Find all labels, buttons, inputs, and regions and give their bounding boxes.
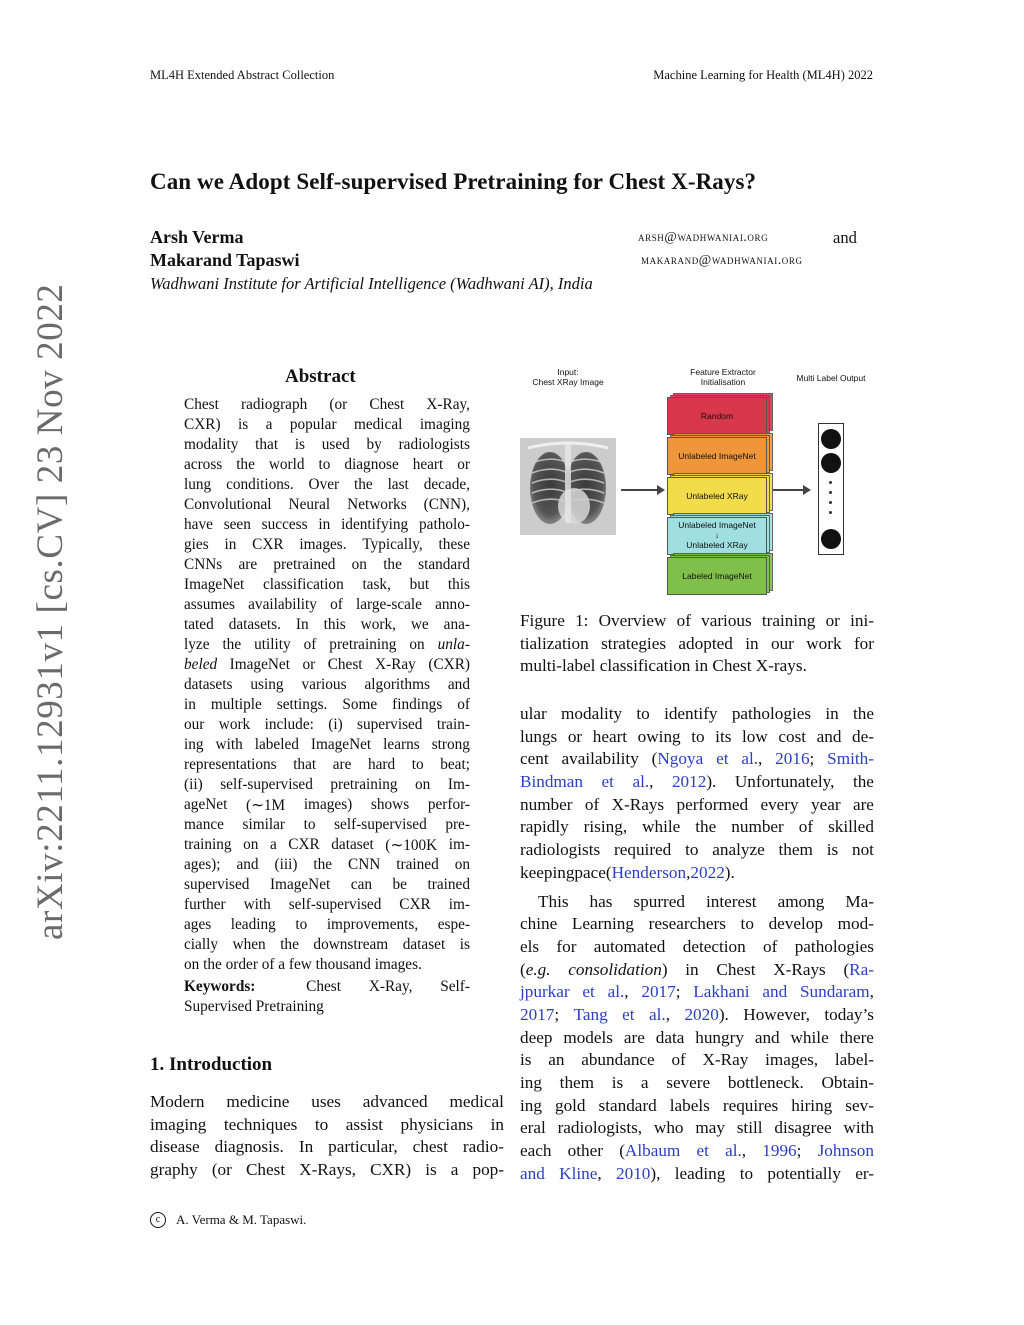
text-line: training on a CXR dataset (∼100K im-: [184, 836, 470, 854]
text-line: supervised ImageNet can be trained: [184, 876, 470, 893]
text-line: multi-label classification in Chest X-rays.: [520, 656, 807, 676]
text-line: eral radiologists, who may still disagree with: [520, 1118, 874, 1138]
text-line: in multiple settings. Some findings of: [184, 696, 470, 713]
arxiv-stamp: arXiv:2211.12931v1 [cs.CV] 23 Nov 2022: [30, 283, 71, 940]
citation-link[interactable]: al.: [725, 1141, 742, 1161]
citation-link[interactable]: and: [762, 982, 788, 1002]
citation-link[interactable]: Johnson: [817, 1141, 874, 1161]
citation-link[interactable]: 2017: [641, 982, 676, 1002]
text-line: ular modality to identify pathologies in the: [520, 704, 874, 723]
text-line: graphy (or Chest X-Rays, CXR) is a pop-: [150, 1160, 504, 1180]
section-heading-introduction: 1. Introduction: [150, 1054, 273, 1075]
text-line: lungs or heart owing to its low cost and de-: [520, 726, 874, 746]
text-line: Bindman et al., 2012). Unfortunately, the: [520, 772, 874, 792]
citation-link[interactable]: Tang: [573, 1004, 608, 1024]
citation-link[interactable]: et: [622, 1004, 635, 1024]
citation-link[interactable]: Albaum: [624, 1141, 681, 1161]
citation-link[interactable]: al.: [607, 982, 625, 1002]
abstract-heading: Abstract: [285, 366, 356, 387]
figure-input-label: Input: Chest XRay Image: [532, 367, 604, 387]
init-card-label: Unlabeled ImageNet ↓ Unlabeled XRay: [678, 520, 756, 550]
text-line: (ii) self-supervised pretraining on Im-: [184, 776, 470, 793]
citation-link[interactable]: Smith-: [827, 749, 874, 769]
text-line: tated datasets. In this work, we ana-: [184, 616, 470, 633]
figure-1: [520, 360, 874, 581]
keywords-line-2: Supervised Pretraining: [184, 998, 324, 1015]
init-card: [667, 437, 767, 475]
text-line: tialization strategies adopted in our work for: [520, 633, 874, 653]
text-line: ing gold standard labels requires hiring sev-: [520, 1095, 874, 1115]
footer-authors: A. Verma & M. Tapaswi.: [176, 1212, 307, 1227]
citation-link[interactable]: 2012: [671, 772, 707, 792]
figure-feature-extractor-label: Feature Extractor Initialisation: [690, 367, 756, 387]
figure-caption: [520, 611, 874, 679]
abstract-body: [184, 396, 470, 976]
text-line: Modern medicine uses advanced medical: [150, 1092, 504, 1111]
text-line: 2017; Tang et al., 2020). However, today’s: [520, 1004, 874, 1024]
text-line: lung conditions. Over the last decade,: [184, 476, 470, 493]
output-node: [821, 453, 841, 473]
citation-link[interactable]: 2022: [690, 862, 725, 882]
citation-link[interactable]: and: [520, 1163, 545, 1183]
text-line: radiologists required to analyze them is not: [520, 840, 874, 860]
text-line: datasets using various algorithms and: [184, 676, 470, 693]
text-line: mance similar to self-supervised pre-: [184, 816, 470, 833]
keywords-line-1: Chest X-Ray, Self-: [306, 978, 470, 995]
init-card-label: Labeled ImageNet: [682, 571, 752, 581]
citation-link[interactable]: al.: [741, 749, 759, 769]
text-line: jpurkar et al., 2017; Lakhani and Sundaram,: [520, 982, 874, 1002]
text-line: disease diagnosis. In particular, chest radio-: [150, 1137, 504, 1157]
citation-link[interactable]: 2010: [616, 1163, 651, 1183]
citation-link[interactable]: et: [601, 772, 614, 792]
citation-link[interactable]: Bindman: [520, 772, 584, 792]
citation-link[interactable]: Lakhani: [693, 982, 750, 1002]
text-line: ing with labeled ImageNet learns strong: [184, 736, 470, 753]
text-line: imaging techniques to assist physicians in: [150, 1114, 504, 1134]
footer: [150, 1212, 306, 1228]
citation-link[interactable]: al.: [632, 772, 650, 792]
text-line: keeping pace (Henderson, 2022).: [520, 862, 735, 882]
citation-link[interactable]: al.: [649, 1004, 666, 1024]
citation-link[interactable]: Henderson: [611, 862, 687, 882]
text-line: our work include: (i) supervised train-: [184, 716, 470, 733]
copyright-icon: c: [150, 1212, 166, 1228]
citation-link[interactable]: et: [696, 1141, 709, 1161]
init-card: [667, 557, 767, 595]
text-line: lyze the utility of pretraining on unla-: [184, 636, 470, 653]
text-line: is an abundance of X-Ray images, label-: [520, 1050, 874, 1070]
citation-link[interactable]: Kline: [559, 1163, 598, 1183]
citation-link[interactable]: jpurkar: [520, 982, 570, 1002]
text-line: CXR) is a popular medical imaging: [184, 416, 470, 433]
paper-title: Can we Adopt Self-supervised Pretraining for Chest X-Rays?: [150, 169, 757, 194]
text-line: cially when the downstream dataset is: [184, 936, 470, 953]
init-card: [667, 517, 767, 555]
text-line: rapidly rising, while the number of skilled: [520, 817, 874, 837]
author-conjunction: and: [833, 228, 857, 247]
running-header-left: ML4H Extended Abstract Collection: [150, 68, 335, 82]
text-line: further with self-supervised CXR im-: [184, 896, 470, 913]
citation-link[interactable]: 2020: [684, 1004, 719, 1024]
author-name-1: Arsh Verma: [150, 227, 244, 247]
keywords: [184, 978, 470, 1016]
init-card-label: Unlabeled ImageNet: [678, 451, 756, 461]
author-name-2: Makarand Tapaswi: [150, 250, 300, 270]
intro-paragraph: [150, 1092, 504, 1183]
text-line: chine Learning researchers to develop mod-: [520, 914, 874, 934]
init-card-label: Unlabeled XRay: [686, 491, 748, 501]
ellipsis-dot: [829, 501, 832, 504]
keywords-label: Keywords:: [184, 978, 256, 995]
init-card: [667, 477, 767, 515]
text-line: CNNs are pretrained on the standard: [184, 556, 470, 573]
author-email-1[interactable]: arsh@wadhwaniai.org: [638, 229, 769, 244]
text-line: modality that is used by radiologists: [184, 436, 470, 453]
right-column-body: [520, 704, 874, 1186]
text-line: cent availability (Ngoya et al., 2016; Smith-: [520, 749, 874, 769]
init-card-label: Random: [700, 411, 734, 421]
arrow-right-icon: [621, 484, 665, 496]
text-line: ing them is a severe bottleneck. Obtain-: [520, 1073, 874, 1092]
text-line: each other (Albaum et al., 1996; Johnson: [520, 1141, 874, 1161]
text-line: els for automated detection of pathologies: [520, 936, 874, 956]
text-line: and Kline, 2010), leading to potentially er-: [520, 1163, 874, 1183]
text-line: assumes availability of large-scale anno-: [184, 596, 470, 613]
citation-link[interactable]: 1996: [762, 1141, 797, 1161]
citation-link[interactable]: 2016: [775, 749, 810, 769]
text-line: gies in CXR images. Typically, these: [184, 536, 470, 553]
text-line: have seen success in identifying patholo-: [184, 516, 470, 533]
text-line: representations that are hard to beat;: [184, 756, 470, 773]
text-line: Convolutional Neural Networks (CNN),: [184, 496, 470, 513]
text-line: ageNet (∼1M images) shows perfor-: [184, 796, 470, 814]
text-line: (e.g. consolidation) in Chest X-Rays (Ra-: [520, 959, 874, 979]
text-line: on the order of a few thousand images.: [184, 956, 422, 973]
arrow-right-icon: [773, 484, 811, 496]
text-line: Chest radiograph (or Chest X-Ray,: [184, 396, 470, 413]
citation-link[interactable]: Ngoya: [657, 749, 704, 769]
text-line: ImageNet classification task, but this: [184, 576, 470, 593]
author-email-2[interactable]: makarand@wadhwaniai.org: [641, 252, 803, 267]
citation-link[interactable]: Ra-: [849, 959, 874, 979]
ellipsis-dot: [829, 491, 832, 494]
chest-xray-image: [520, 438, 616, 535]
citation-link[interactable]: 2017: [520, 1004, 555, 1024]
figure-output-label: Multi Label Output: [796, 373, 866, 383]
text-line: across the world to diagnose heart or: [184, 456, 470, 473]
text-line: beled ImageNet or Chest X-Ray (CXR): [184, 656, 470, 673]
init-card: [667, 397, 767, 435]
text-line: This has spurred interest among Ma-: [538, 891, 874, 911]
output-layer: [818, 423, 844, 555]
text-line: ages leading to improvements, espe-: [184, 916, 470, 933]
running-header-right: Machine Learning for Health (ML4H) 2022: [653, 68, 873, 82]
citation-link[interactable]: Sundaram: [799, 982, 870, 1002]
text-line: deep models are data hungry and while there: [520, 1027, 874, 1047]
citation-link[interactable]: et: [716, 749, 729, 769]
text-line: number of X-Rays performed every year are: [520, 794, 874, 814]
text-line: Figure 1: Overview of various training or ini-: [520, 611, 874, 630]
ellipsis-dot: [829, 481, 832, 484]
ellipsis-dot: [829, 511, 832, 514]
affiliation: Wadhwani Institute for Artificial Intelligence (Wadhwani AI), India: [150, 274, 593, 293]
output-node: [821, 429, 841, 449]
citation-link[interactable]: et: [582, 982, 595, 1002]
text-line: ages); and (iii) the CNN trained on: [184, 856, 470, 873]
output-node: [821, 529, 841, 549]
